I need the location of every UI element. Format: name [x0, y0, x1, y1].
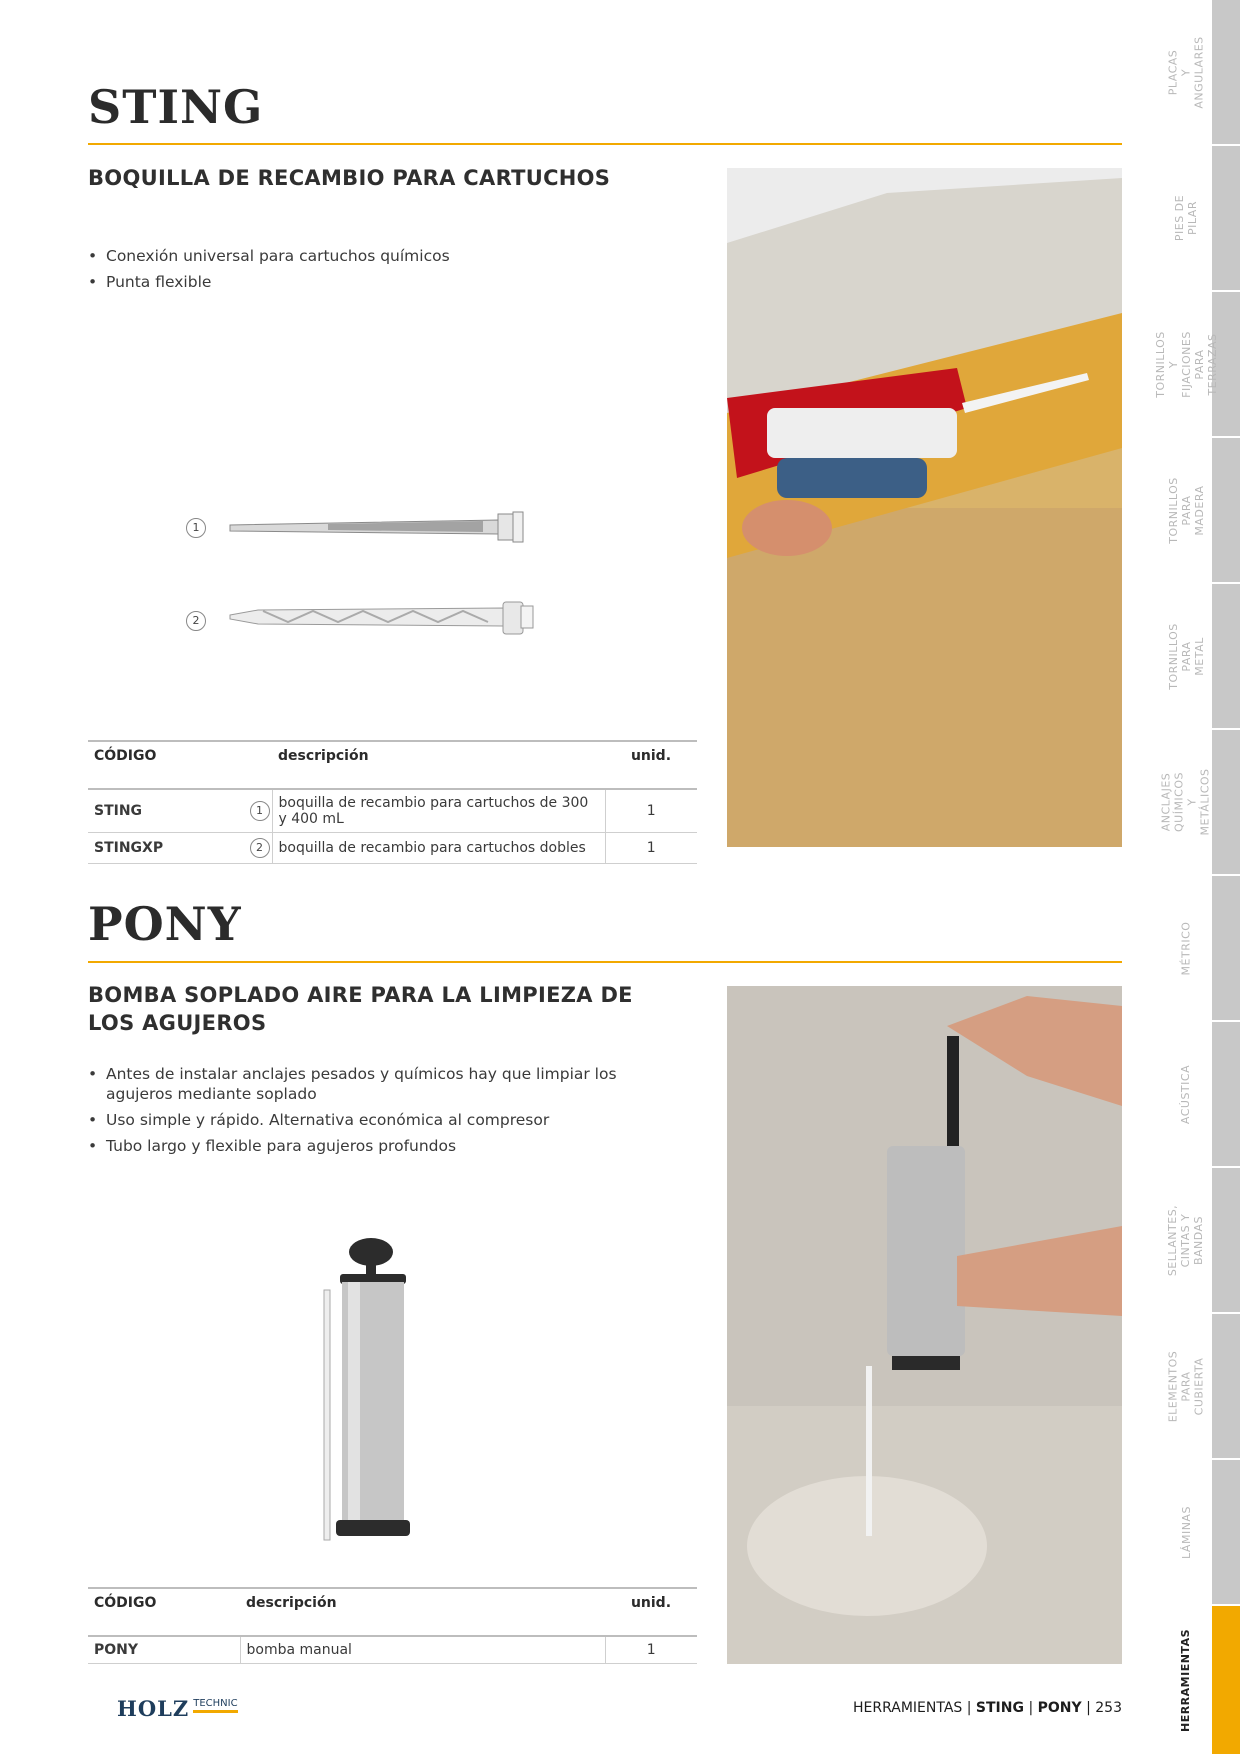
- page-number: 253: [1095, 1700, 1122, 1716]
- breadcrumb-product: PONY: [1037, 1700, 1082, 1716]
- tab-metrico[interactable]: [1212, 876, 1240, 1020]
- nozzle-1-label: 1: [186, 516, 206, 538]
- tab-elementos-cubierta[interactable]: [1212, 1314, 1240, 1458]
- pony-features: [88, 1064, 688, 1162]
- row-code: STINGXP: [88, 833, 240, 864]
- logo-subtitle: TECHNIC: [193, 1698, 237, 1713]
- tab-anclajes[interactable]: [1212, 730, 1240, 874]
- pony-title: PONY: [88, 897, 242, 951]
- row-description: bomba manual: [240, 1636, 605, 1664]
- tab-tornillos-madera[interactable]: [1212, 438, 1240, 582]
- feature-item: • Conexión universal para cartuchos químicos: [88, 246, 688, 266]
- page-breadcrumb: [853, 1700, 1122, 1716]
- pony-title-rule: [88, 961, 1122, 963]
- logo-wordmark: HOLZ: [117, 1696, 190, 1721]
- sting-features: [88, 246, 688, 298]
- column-header-description: descripción: [240, 1588, 605, 1617]
- row-description: boquilla de recambio para cartuchos dobles: [272, 833, 605, 864]
- tab-laminas[interactable]: [1212, 1460, 1240, 1604]
- side-nav-label[interactable]: ACÚSTICA: [1179, 1064, 1193, 1124]
- table-row: [88, 1636, 697, 1664]
- side-nav-label[interactable]: TORNILLOS PARA METAL: [1166, 622, 1206, 690]
- side-nav-label[interactable]: TORNILLOS PARA MADERA: [1166, 476, 1206, 544]
- pony-spec-table: [88, 1587, 697, 1664]
- sting-title: STING: [88, 80, 264, 134]
- sting-title-rule: [88, 143, 1122, 145]
- side-nav-label[interactable]: LÁMINAS: [1179, 1505, 1193, 1559]
- row-code: STING: [88, 789, 240, 833]
- section-tabs: [1212, 0, 1240, 1754]
- sting-subtitle: BOQUILLA DE RECAMBIO PARA CARTUCHOS: [88, 166, 611, 190]
- feature-item: • Punta flexible: [88, 272, 688, 292]
- tab-tornillos-metal[interactable]: [1212, 584, 1240, 728]
- tab-acustica[interactable]: [1212, 1022, 1240, 1166]
- feature-item: • Uso simple y rápido. Alternativa económica al compresor: [88, 1110, 688, 1130]
- column-header-code: CÓDIGO: [88, 741, 240, 770]
- breadcrumb-separator: |: [1086, 1700, 1091, 1716]
- column-header-unit: unid.: [605, 1588, 697, 1617]
- nozzle-2-image: [228, 596, 548, 636]
- nozzle-2-label: 2: [186, 609, 206, 631]
- row-unit: 1: [605, 789, 697, 833]
- nozzle-1-image: [228, 510, 538, 550]
- breadcrumb-separator: |: [1028, 1700, 1034, 1716]
- feature-item: • Antes de instalar anclajes pesados y químicos hay que limpiar los agujeros mediante soplado: [88, 1064, 688, 1104]
- breadcrumb-product: STING: [975, 1700, 1024, 1716]
- side-nav-label[interactable]: MÉTRICO: [1179, 921, 1193, 975]
- tab-sellantes[interactable]: [1212, 1168, 1240, 1312]
- sting-spec-table: [88, 740, 697, 864]
- column-header-description: descripción: [272, 741, 605, 770]
- brand-logo: [117, 1696, 238, 1721]
- breadcrumb-separator: |: [966, 1700, 972, 1716]
- side-nav-label[interactable]: PIES DE PILAR: [1173, 194, 1199, 242]
- pony-subtitle: BOMBA SOPLADO AIRE PARA LA LIMPIEZA DE LOS AGUJEROS: [88, 983, 633, 1035]
- side-nav-label[interactable]: TORNILLOS Y FIJACIONES PARA TERRAZAS: [1153, 330, 1219, 398]
- column-header-code: CÓDIGO: [88, 1588, 240, 1617]
- side-nav-label[interactable]: ANCLAJES QUÍMICOS Y METÁLICOS: [1160, 768, 1212, 836]
- pony-product-photo: [727, 986, 1122, 1664]
- tab-herramientas[interactable]: [1212, 1606, 1240, 1754]
- row-number: 1: [240, 789, 272, 833]
- side-nav-label[interactable]: PLACAS Y ANGULARES: [1166, 35, 1206, 109]
- side-nav-label-active[interactable]: HERRAMIENTAS: [1179, 1628, 1193, 1732]
- row-description: boquilla de recambio para cartuchos de 300 y 400 mL: [272, 789, 605, 833]
- table-row: [88, 833, 697, 864]
- table-row: [88, 789, 697, 833]
- feature-item: • Tubo largo y flexible para agujeros profundos: [88, 1136, 688, 1156]
- row-number: 2: [240, 833, 272, 864]
- side-nav-label[interactable]: ELEMENTOS PARA CUBIERTA: [1166, 1350, 1206, 1422]
- pony-product-image: [318, 1234, 418, 1554]
- row-code: PONY: [88, 1636, 240, 1664]
- breadcrumb-section: HERRAMIENTAS: [853, 1700, 963, 1716]
- row-unit: 1: [605, 1636, 697, 1664]
- side-nav-label[interactable]: SELLANTES, CINTAS Y BANDAS: [1166, 1204, 1206, 1276]
- column-header-unit: unid.: [605, 741, 697, 770]
- row-unit: 1: [605, 833, 697, 864]
- sting-product-photo: [727, 168, 1122, 847]
- column-header-num: [240, 741, 272, 770]
- tab-pies-de-pilar[interactable]: [1212, 146, 1240, 290]
- tab-placas[interactable]: [1212, 0, 1240, 144]
